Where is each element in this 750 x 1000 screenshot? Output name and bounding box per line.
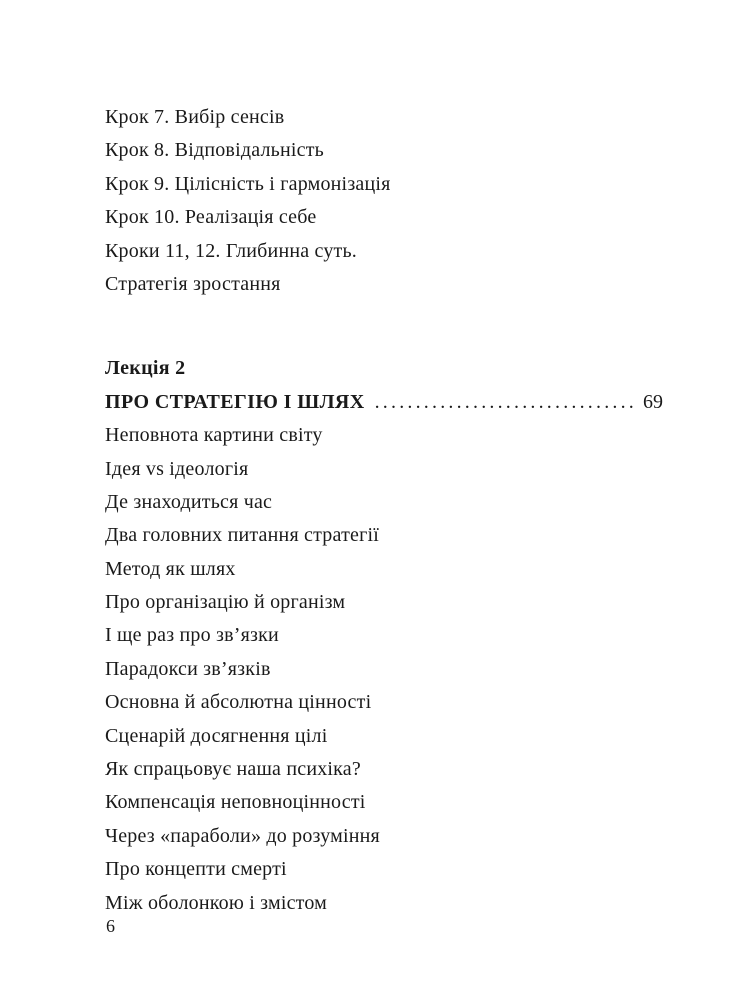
page-number: 6 (106, 916, 115, 936)
toc-entry: Між оболонкою і змістом (105, 891, 328, 914)
toc-entry: Крок 8. Відповідальність (105, 139, 324, 162)
toc-entry: Парадокси зв’язків (105, 657, 271, 680)
toc-entry: Про організацію й організм (105, 591, 346, 614)
toc-entry: Як спрацьовує наша психіка? (105, 758, 361, 781)
toc-entry: Крок 10. Реалізація себе (105, 206, 317, 229)
lecture-heading-row (105, 386, 663, 419)
toc-entry: Про концепти смерті (105, 858, 287, 881)
toc-entry: Метод як шлях (105, 557, 236, 580)
toc-entry: Стратегія зростання (105, 272, 281, 295)
toc-entry: Через «параболи» до розуміння (105, 824, 380, 847)
toc-entry: І ще раз про зв’язки (105, 624, 279, 647)
toc-entry: Ідея vs ідеологія (105, 457, 249, 480)
toc-entry: Крок 7. Вибір сенсів (105, 106, 285, 128)
lecture-title: ПРО СТРАТЕГІЮ І ШЛЯХ (105, 390, 365, 413)
table-of-contents (105, 101, 665, 920)
toc-entry: Основна й абсолютна цінності (105, 691, 372, 714)
toc-entry: Сценарій досягнення цілі (105, 724, 328, 747)
lecture-page-number: 69 (643, 390, 663, 413)
toc-entry: Крок 9. Цілісність і гармонізація (105, 172, 391, 195)
toc-entry: Два головних питання стратегії (105, 524, 379, 547)
dot-leader (375, 386, 637, 419)
lecture-label: Лекція 2 (105, 357, 186, 380)
section-spacer (105, 301, 665, 352)
toc-entry: Де знаходиться час (105, 490, 273, 513)
toc-entry: Компенсація неповноцінності (105, 791, 366, 814)
toc-entry: Кроки 11, 12. Глибинна суть. (105, 239, 357, 262)
toc-entry: Неповнота картини світу (105, 424, 323, 447)
